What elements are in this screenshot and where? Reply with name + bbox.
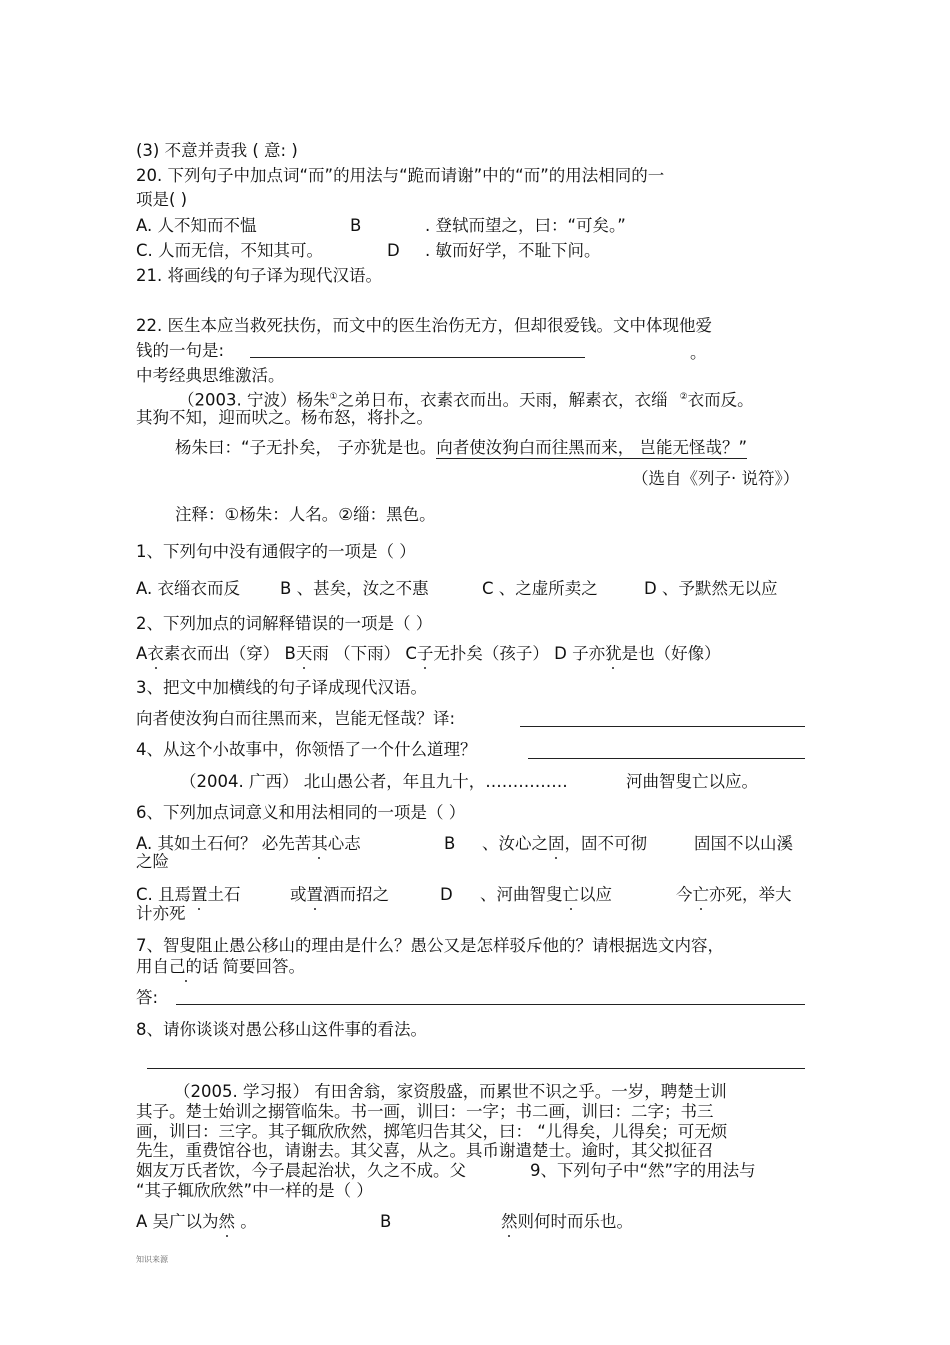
text: A 吴广以为 (136, 1212, 219, 1231)
option-d-letter: D (387, 241, 400, 260)
note-mark: ① (329, 392, 338, 402)
dotted-word: 亡 (562, 885, 579, 904)
dotted-word: 衣 (147, 644, 164, 663)
text: 雨 （下雨） C (312, 644, 417, 663)
question-7: 7、智叟阻止愚公移山的理由是什么？愚公又是怎样驳斥他的？请根据选文内容， (136, 936, 724, 955)
answer-label: 答: (136, 988, 159, 1007)
q9-option-b (501, 1212, 633, 1232)
q6-option-c-b (290, 885, 389, 905)
passage-1-line-1 (178, 387, 754, 411)
question-20-cont: 项是( ) (136, 190, 188, 209)
question-22-cont: 钱的一句是: (136, 341, 225, 360)
text: 心志 (327, 834, 361, 853)
q6-option-d-letter: D (440, 885, 453, 904)
text: 则何时而乐也。 (517, 1212, 633, 1231)
page-footer: 知识来源 (136, 1255, 168, 1264)
passage-text: 杨朱曰：“子无扑矣， 子亦犹是也。 (175, 438, 437, 457)
question-3: 3、把文中加横线的句子译成现代汉语。 (136, 678, 427, 697)
q6-option-a (136, 834, 361, 854)
question-1: 1、下列句中没有通假字的一项是（ ） (136, 542, 416, 561)
option-b: . 登轼而望之，曰：“可矣。” (425, 216, 626, 235)
question-20: 20. 下列句子中加点词“而”的用法与“跪而请谢”中的“而”的用法相同的一 (136, 166, 665, 185)
dotted-word: 置 (191, 885, 208, 904)
q1-option-d: D 、予默然无以应 (644, 579, 778, 598)
passage-text: 衣而反。 (687, 390, 754, 410)
source-citation: （选自《列子· 说符》） (632, 469, 800, 488)
period: 。 (690, 343, 707, 362)
text: 亦死，举大 (709, 885, 792, 904)
question-2: 2、下列加点的词解释错误的一项是（ ） (136, 614, 433, 633)
text: 或 (290, 885, 307, 904)
line-q-yi: (3) 不意并责我 ( 意: ) (136, 141, 298, 160)
q2-options (136, 644, 721, 664)
text: 素衣而出（穿） B (163, 644, 296, 663)
option-b-letter: B (350, 216, 362, 235)
question-9-cont: “其子辄欣欣然”中一样的是（ ） (136, 1181, 373, 1200)
answer-blank-4[interactable] (528, 758, 805, 759)
q6-option-b (482, 834, 647, 854)
question-21: 21. 将画线的句子译为现代汉语。 (136, 266, 382, 285)
q6-option-b-letter: B (444, 834, 456, 853)
q6-option-d-b (676, 885, 792, 905)
passage-3-line-5: 姻友万氏者饮，今子晨起治状，久之不成。父 (136, 1161, 466, 1180)
answer-blank-7[interactable] (176, 1004, 805, 1005)
passage-text: 之弟日布，衣素衣而出。天雨，解素衣，衣缁 (337, 390, 668, 410)
passage-1-line-3 (175, 438, 747, 458)
note-mark: ② (679, 392, 688, 402)
answer-blank-8[interactable] (147, 1068, 805, 1069)
passage-3-line-3: 画，训曰：三字。其子辄欣欣然，掷笔归告其父，曰： “儿得矣，儿得矣；可无烦 (136, 1122, 728, 1141)
text: 无扑矣（孩子） D 子亦 (433, 644, 606, 663)
question-6: 6、下列加点词意义和用法相同的一项是（ ） (136, 803, 466, 822)
q9-option-a (136, 1212, 257, 1232)
text: 是也（好像） (621, 644, 721, 663)
text: A. 其如土石何？ 必先苦 (136, 834, 312, 853)
dotted-word: 置 (306, 885, 323, 904)
answer-blank-22[interactable] (250, 357, 585, 358)
dotted-word: 犹 (605, 644, 622, 663)
q6-option-c (136, 885, 241, 905)
option-d: . 敏而好学，不耻下问。 (425, 241, 601, 260)
dotted-word: 其 (311, 834, 328, 853)
text: 土石 (207, 885, 241, 904)
text: 用 (136, 957, 153, 976)
question-7-cont (136, 957, 305, 977)
passage-3-line-4: 先生，重费馆谷也，请谢去。其父喜，从之。具币谢遣楚士。逾时，其父拟征召 (136, 1141, 714, 1160)
dotted-word: 固 (548, 834, 565, 853)
q1-option-a: A. 衣缁衣而反 (136, 579, 240, 598)
option-a: A. 人不知而不愠 (136, 216, 257, 235)
question-8: 8、请你谈谈对愚公移山这件事的看法。 (136, 1020, 427, 1039)
dotted-word: 子 (416, 644, 434, 663)
q9-option-b-letter: B (380, 1212, 392, 1231)
question-22: 22. 医生本应当救死扶伤，而文中的医生治伤无方，但却很爱钱。文中体现他爱 (136, 316, 712, 335)
q6-option-d-wrap: 计亦死 (136, 904, 186, 923)
q1-option-c: C 、之虚所卖之 (482, 579, 598, 598)
text: 酒而招之 (323, 885, 389, 904)
dotted-word: 然 (218, 1212, 236, 1231)
passage-text: （2003. 宁波）杨朱 (178, 390, 330, 410)
text: 以应 (579, 885, 612, 904)
section-heading: 中考经典思维激活。 (136, 366, 285, 385)
passage-3-line-2: 其子。楚士始训之搦管临朱。书一画，训曰：一字；书二画，训曰：二字；书三 (136, 1102, 714, 1121)
passage-1-line-2: 其狗不知，迎而吠之。杨布怒，将扑之。 (136, 408, 433, 427)
text: 。 (235, 1212, 257, 1231)
q1-option-b: B 、甚矣，汝之不惠 (280, 579, 429, 598)
text: 、河曲智叟 (480, 885, 563, 904)
text: A (136, 644, 148, 663)
answer-blank-3[interactable] (520, 726, 805, 727)
q6-option-b-wrap: 之险 (136, 852, 169, 871)
q6-option-b-tail: 固国不以山溪 (694, 834, 793, 853)
dotted-phrase: 自己的话 (152, 957, 219, 976)
translate-prompt: 向者使汝狗白而往黑而来，岂能无怪哉？译: (136, 709, 456, 728)
question-9: 9、下列句子中“然”字的用法与 (530, 1161, 756, 1180)
dotted-word: 亡 (692, 885, 709, 904)
text: 今 (676, 885, 693, 904)
dotted-word: 天 (295, 644, 313, 663)
passage-3-line-1: （2005. 学习报） 有田舍翁，家资殷盛，而累世不识之乎。一岁，聘楚士训 (174, 1082, 727, 1101)
text: C. 且焉 (136, 885, 192, 904)
question-4: 4、从这个小故事中，你领悟了一个什么道理？ (136, 740, 477, 759)
option-c: C. 人而无信，不知其可。 (136, 241, 324, 260)
passage-2-end: 河曲智叟亡以应。 (626, 772, 758, 791)
text: 简要回答。 (222, 957, 305, 976)
text: ，固不可彻 (564, 834, 647, 853)
dotted-word: 然 (501, 1212, 518, 1231)
underlined-sentence: 向者使汝狗白而往黑而来， 岂能无怪哉？” (436, 438, 748, 457)
q6-option-d (480, 885, 612, 905)
passage-2-intro: （2004. 广西） 北山愚公者，年且九十，…………… (180, 772, 568, 791)
text: 、汝心之 (482, 834, 548, 853)
annotation: 注释：①杨朱：人名。②缁：黑色。 (175, 505, 436, 524)
